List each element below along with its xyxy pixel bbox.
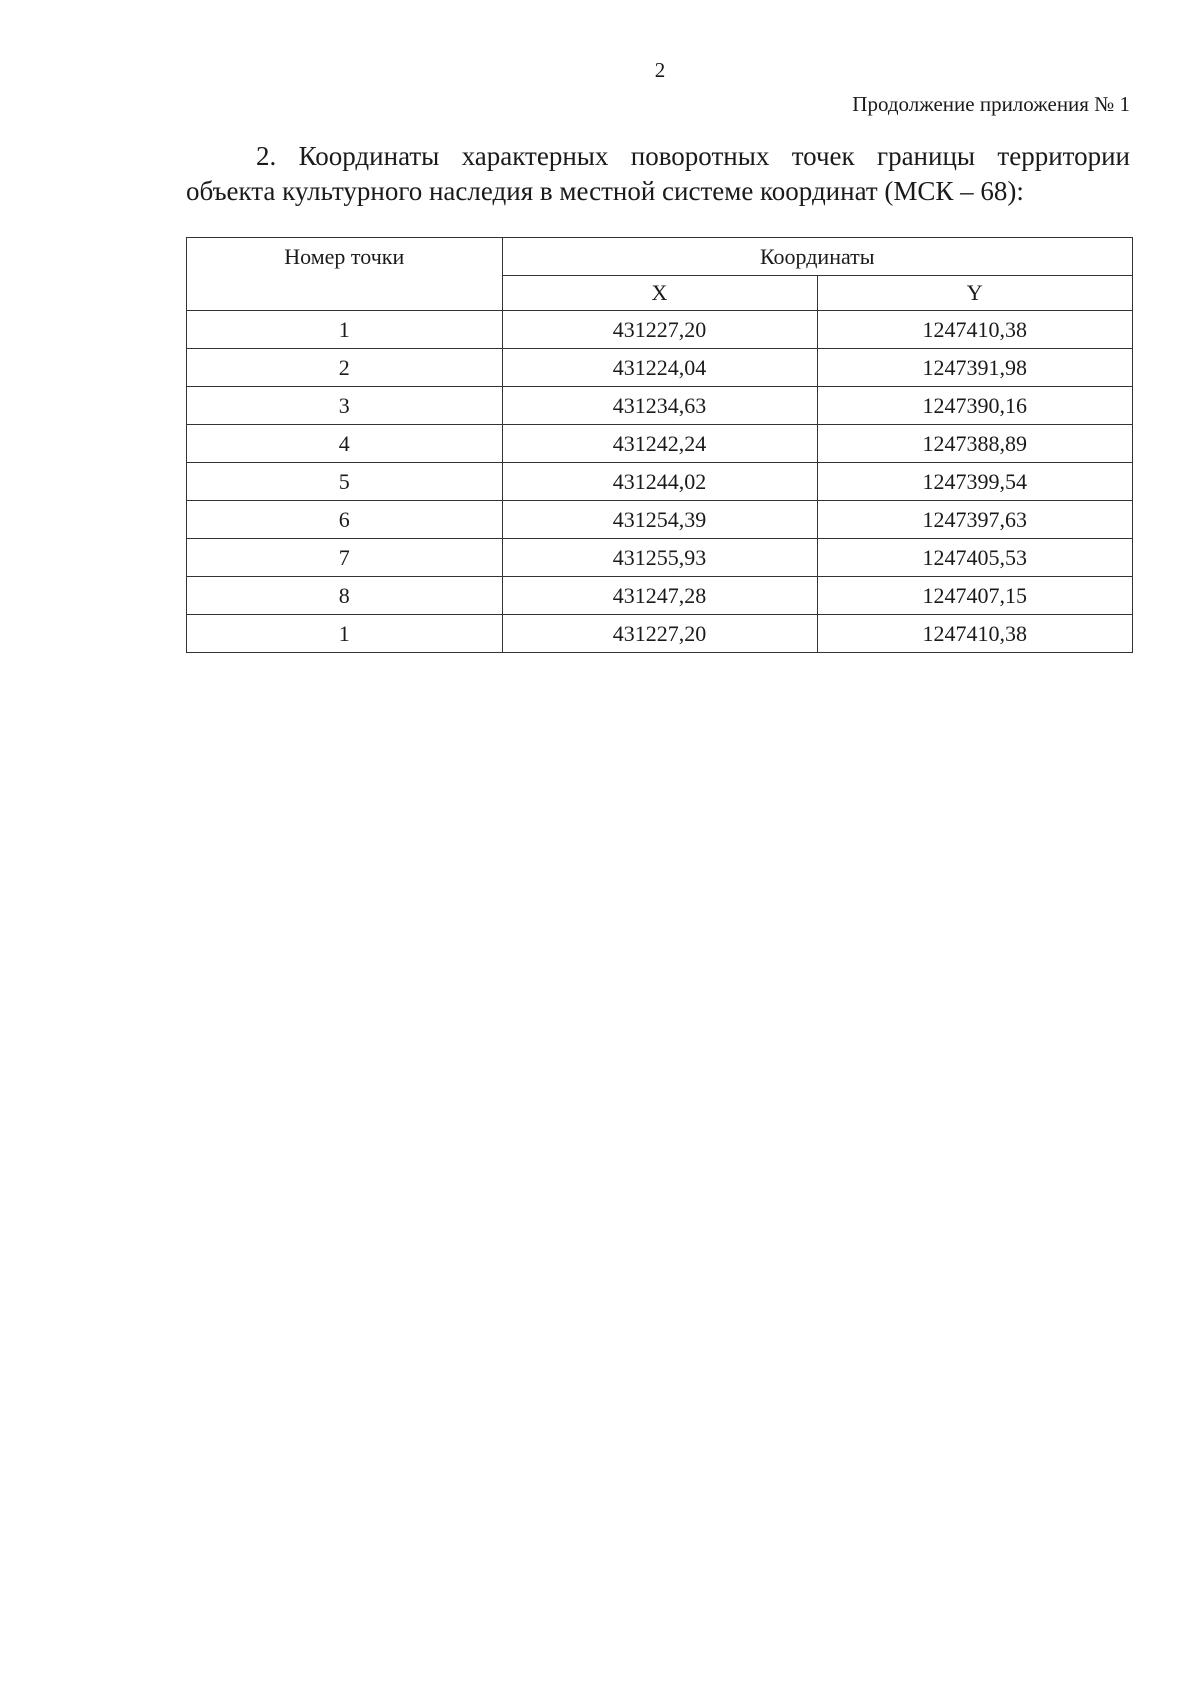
table-row — [187, 311, 1133, 349]
column-header-coordinates: Координаты — [502, 238, 1133, 276]
table-row — [187, 463, 1133, 501]
section-heading-line-2: объекта культурного наследия в местной системе координат (МСК – 68): — [186, 176, 1024, 206]
x-coordinate-cell: 431254,39 — [502, 501, 817, 539]
y-coordinate-cell: 1247390,16 — [817, 387, 1133, 425]
column-header-point-number: Номер точки — [187, 238, 503, 311]
table-row — [187, 539, 1133, 577]
point-number-cell: 8 — [187, 577, 503, 615]
y-coordinate-cell: 1247391,98 — [817, 349, 1133, 387]
y-coordinate-cell: 1247410,38 — [817, 311, 1133, 349]
x-coordinate-cell: 431227,20 — [502, 615, 817, 653]
x-coordinate-cell: 431247,28 — [502, 577, 817, 615]
table-row — [187, 387, 1133, 425]
coordinates-table — [186, 237, 1133, 653]
table-row — [187, 615, 1133, 653]
table-row — [187, 501, 1133, 539]
point-number-cell: 7 — [187, 539, 503, 577]
x-coordinate-cell: 431224,04 — [502, 349, 817, 387]
x-coordinate-cell: 431242,24 — [502, 425, 817, 463]
y-coordinate-cell: 1247388,89 — [817, 425, 1133, 463]
table-row — [187, 349, 1133, 387]
point-number-cell: 1 — [187, 311, 503, 349]
x-coordinate-cell: 431255,93 — [502, 539, 817, 577]
point-number-cell: 4 — [187, 425, 503, 463]
point-number-cell: 2 — [187, 349, 503, 387]
y-coordinate-cell: 1247410,38 — [817, 615, 1133, 653]
point-number-cell: 6 — [187, 501, 503, 539]
table-row — [187, 577, 1133, 615]
column-header-y: Y — [817, 276, 1133, 311]
y-coordinate-cell: 1247397,63 — [817, 501, 1133, 539]
page-number: 2 — [654, 58, 666, 82]
y-coordinate-cell: 1247405,53 — [817, 539, 1133, 577]
y-coordinate-cell: 1247407,15 — [817, 577, 1133, 615]
point-number-cell: 5 — [187, 463, 503, 501]
column-header-x: X — [502, 276, 817, 311]
x-coordinate-cell: 431244,02 — [502, 463, 817, 501]
x-coordinate-cell: 431234,63 — [502, 387, 817, 425]
point-number-cell: 3 — [187, 387, 503, 425]
section-heading — [186, 139, 1130, 209]
y-coordinate-cell: 1247399,54 — [817, 463, 1133, 501]
section-heading-line-1: 2. Координаты характерных поворотных точек границы территории — [256, 141, 1130, 171]
point-number-cell: 1 — [187, 615, 503, 653]
table-row — [187, 425, 1133, 463]
appendix-note: Продолжение приложения № 1 — [852, 92, 1130, 116]
x-coordinate-cell: 431227,20 — [502, 311, 817, 349]
